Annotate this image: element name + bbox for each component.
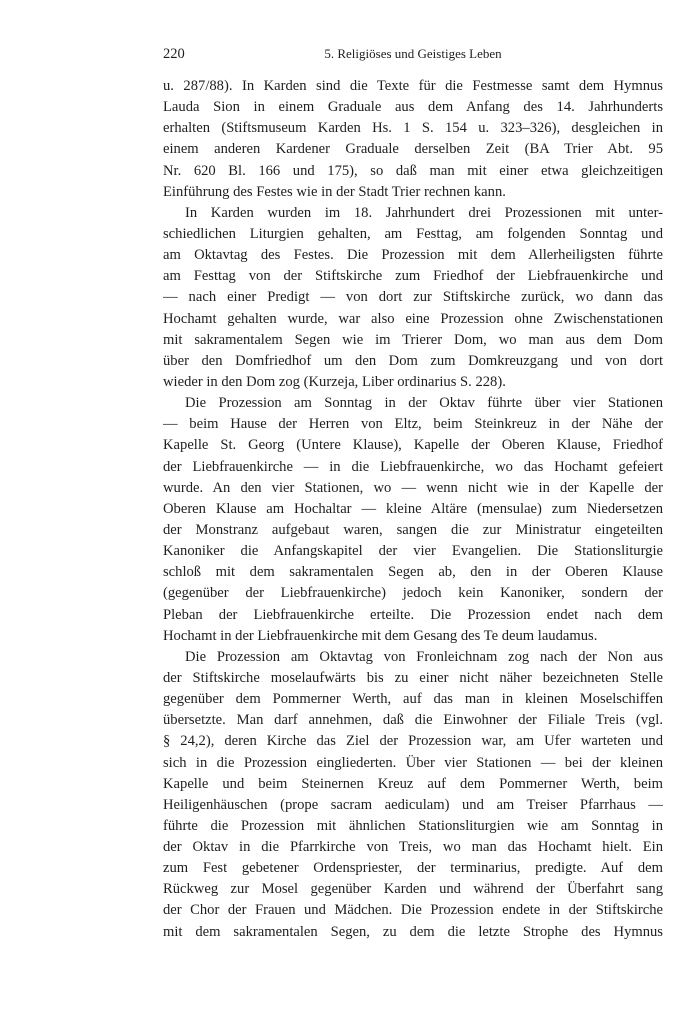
text-line: Hochamt gehalten wurde, war also eine Prozession ohne Zwischenstationen [163, 310, 663, 327]
text-line: Kanoniker die Anfangskapitel der vier Evangelien. Die Stationsliturgie [163, 543, 663, 560]
text-line: (gegenüber der Liebfrauenkirche) jedoch kein Kanoniker, sondern der [163, 585, 663, 602]
text-line: sich in die Prozession eingliederten. Über vier Stationen — bei der kleinen [163, 754, 663, 771]
text-line: der Chor der Frauen und Mädchen. Die Prozession endete in der Stiftskirche [163, 902, 663, 919]
text-line: führte die Prozession mit ähnlichen Stationsliturgien wie am Sonntag in [163, 817, 663, 834]
text-line: am Festtag von der Stiftskirche zum Friedhof der Liebfrauenkirche und [163, 268, 663, 285]
paragraph [163, 393, 663, 647]
text-line: Rückweg zur Mosel gegenüber Karden und während der Überfahrt sang [163, 881, 663, 898]
text-line: § 24,2), deren Kirche das Ziel der Prozession war, am Ufer warteten und [163, 733, 663, 750]
text-line: Kapelle St. Georg (Untere Klause), Kapelle der Oberen Klause, Friedhof [163, 437, 663, 454]
text-line: über den Domfriedhof um den Dom zum Domkreuzgang und von dort [163, 352, 663, 369]
text-line: — nach einer Predigt — von dort zur Stiftskirche zurück, wo dann das [163, 289, 663, 306]
text-line: einem anderen Kardener Graduale derselben Zeit (BA Trier Abt. 95 [163, 141, 663, 158]
body-text [163, 76, 663, 943]
text-line: erhalten (Stiftsmuseum Karden Hs. 1 S. 154 u. 323–326), desgleichen in [163, 120, 663, 137]
text-line: mit dem sakramentalen Segen, zu dem die letzte Strophe des Hymnus [163, 923, 663, 940]
text-line: wurde. An den vier Stationen, wo — wenn nicht wie in der Kapelle der [163, 479, 663, 496]
page-header [163, 44, 663, 64]
text-line: Kapelle und beim Steinernen Kreuz auf dem Pommerner Werth, beim [163, 775, 663, 792]
text-line: In Karden wurden im 18. Jahrhundert drei Prozessionen mit unter- [185, 204, 663, 221]
text-line: der Monstranz aufgebaut waren, sangen die zur Ministratur eingeteilten [163, 521, 663, 538]
text-line: übersetzte. Man darf annehmen, daß die Einwohner der Filiale Treis (vgl. [163, 712, 663, 729]
text-line: der Oktav in die Pfarrkirche von Treis, wo man das Hochamt hielt. Ein [163, 839, 663, 856]
text-line: der Liebfrauenkirche — in die Liebfrauenkirche, wo das Hochamt gefeiert [163, 458, 663, 475]
paragraph [163, 203, 663, 393]
text-line: schloß mit dem sakramentalen Segen ab, den in der Oberen Klause [163, 564, 663, 581]
text-line: Oberen Klause am Hochaltar — kleine Altäre (mensulae) zum Niedersetzen [163, 500, 663, 517]
text-line: Pleban der Liebfrauenkirche erteilte. Die Prozession endet nach dem [163, 606, 663, 623]
paragraph [163, 76, 663, 203]
text-line: Nr. 620 Bl. 166 und 175), so daß man mit einer etwa gleichzeitigen [163, 162, 663, 179]
text-line: mit sakramentalem Segen wie im Trierer Dom, wo man aus dem Dom [163, 331, 663, 348]
running-head: 5. Religiöses und Geistiges Leben [324, 46, 502, 61]
text-line: u. 287/88). In Karden sind die Texte für die Festmesse samt dem Hymnus [163, 78, 663, 94]
text-line: Lauda Sion in einem Graduale aus dem Anfang des 14. Jahrhunderts [163, 99, 663, 116]
text-line: wieder in den Dom zog (Kurzeja, Liber ordinarius S. 228). [163, 373, 506, 390]
text-line: Die Prozession am Oktavtag von Fronleichnam zog nach der Non aus [185, 648, 663, 665]
text-line: der Stiftskirche moselaufwärts bis zu einer nicht näher bezeichneten Stelle [163, 669, 663, 686]
paragraph [163, 647, 663, 943]
text-line: Hochamt in der Liebfrauenkirche mit dem Gesang des Te deum laudamus. [163, 627, 598, 644]
text-line: — beim Hause der Herren von Eltz, beim Steinkreuz in der Nähe der [163, 416, 663, 433]
text-line: gegenüber dem Pommerner Werth, auf das man in kleinen Moselschiffen [163, 691, 663, 708]
text-line: am Oktavtag des Festes. Die Prozession mit dem Allerheiligsten führte [163, 247, 663, 264]
text-line: schiedlichen Liturgien gehalten, am Festtag, am folgenden Sonntag und [163, 225, 663, 242]
text-line: zum Fest gebetener Ordenspriester, der terminarius, predigte. Auf dem [163, 860, 663, 877]
text-line: Einführung des Festes wie in der Stadt Trier rechnen kann. [163, 183, 506, 200]
text-line: Die Prozession am Sonntag in der Oktav führte über vier Stationen [185, 395, 663, 412]
page-number: 220 [163, 46, 185, 62]
text-line: Heiligenhäuschen (prope sacram aediculam) und am Treiser Pfarrhaus — [163, 796, 663, 813]
